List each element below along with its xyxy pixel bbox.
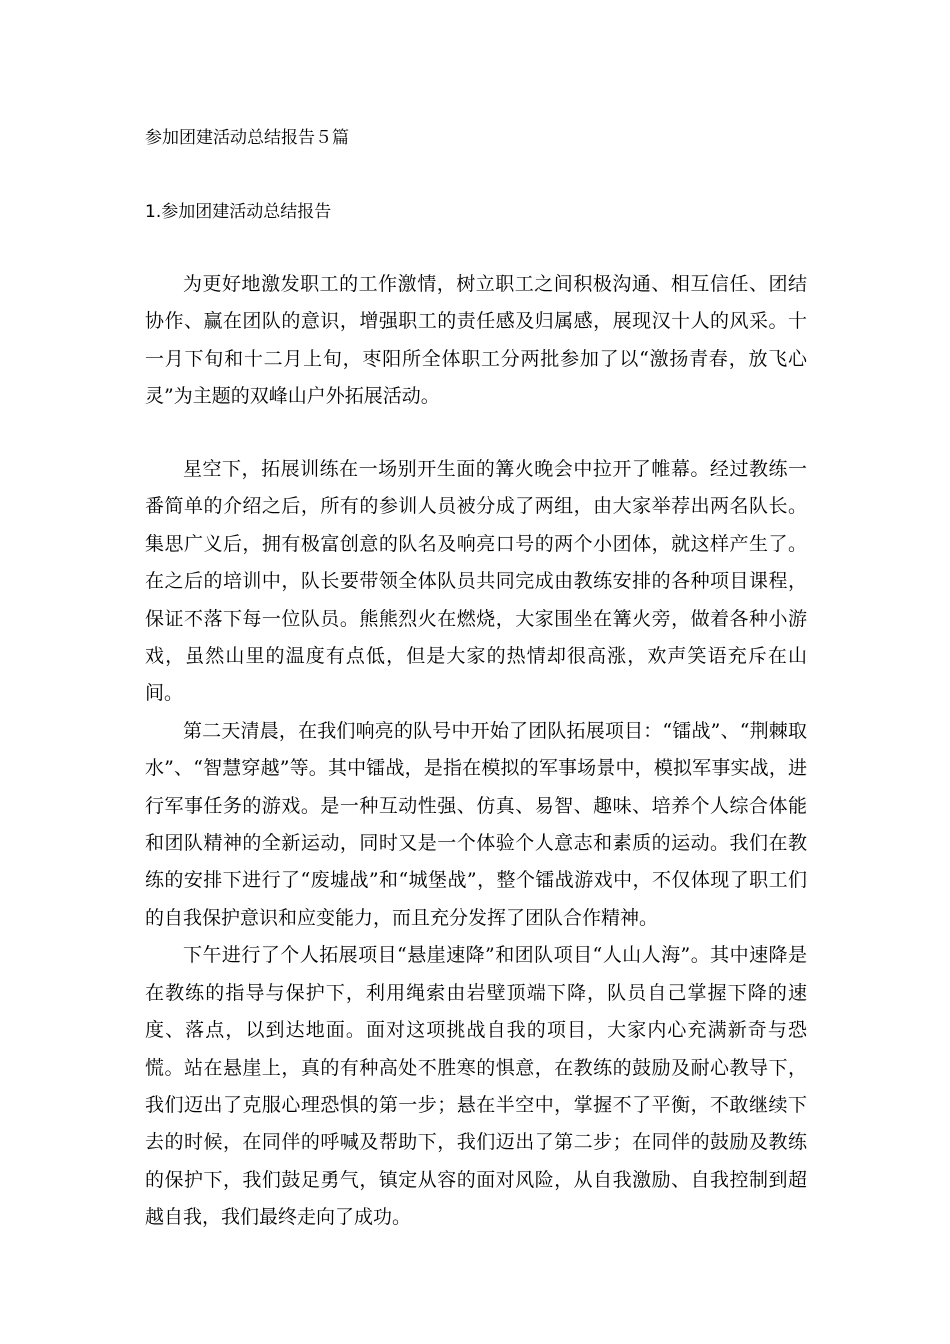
section-heading: 1.参加团建活动总结报告: [145, 202, 332, 222]
document-title: 参加团建活动总结报告５篇: [145, 128, 349, 148]
paragraph-1: 为更好地激发职工的工作激情，树立职工之间积极沟通、相互信任、团结协作、赢在团队的意识，增强职工的责任感及归属感，展现汉十人的风采。十一月下旬和十二月上旬，枣阳所全体职工分两批参加了以“激扬青春，放飞心灵”为主题的双峰山户外拓展活动。: [145, 273, 807, 408]
body-block-main: [145, 451, 807, 1237]
paragraph-4: 下午进行了个人拓展项目“悬崖速降”和团队项目“人山人海”。其中速降是在教练的指导与保护下，利用绳索由岩壁顶端下降，队员自己掌握下降的速度、落点，以到达地面。面对这项挑战自我的项目，大家内心充满新奇与恐慌。站在悬崖上，真的有种高处不胜寒的惧意，在教练的鼓励及耐心教导下，我们迈出了克服心理恐惧的第一步；悬在半空中，掌握不了平衡，不敢继续下去的时候，在同伴的呼喊及帮助下，我们迈出了第二步；在同伴的鼓励及教练的保护下，我们鼓足勇气，镇定从容的面对风险，从自我激励、自我控制到超越自我，我们最终走向了成功。: [145, 944, 807, 1229]
paragraph-3: 第二天清晨，在我们响亮的队号中开始了团队拓展项目：“镭战”、“荆棘取水”、“智慧穿越”等。其中镭战，是指在模拟的军事场景中，模拟军事实战，进行军事任务的游戏。是一种互动性强、仿真、易智、趣味、培养个人综合体能和团队精神的全新运动，同时又是一个体验个人意志和素质的运动。我们在教练的安排下进行了“废墟战”和“城堡战”，整个镭战游戏中，不仅体现了职工们的自我保护意识和应变能力，而且充分发挥了团队合作精神。: [145, 719, 807, 929]
body-block-intro: [145, 266, 807, 416]
paragraph-2: 星空下，拓展训练在一场别开生面的篝火晚会中拉开了帷幕。经过教练一番简单的介绍之后，所有的参训人员被分成了两组，由大家举荐出两名队长。集思广义后，拥有极富创意的队名及响亮口号的两个小团体，就这样产生了。在之后的培训中，队长要带领全体队员共同完成由教练安排的各种项目课程，保证不落下每一位队员。熊熊烈火在燃烧，大家围坐在篝火旁，做着各种小游戏，虽然山里的温度有点低，但是大家的热情却很高涨，欢声笑语充斥在山间。: [145, 458, 807, 705]
